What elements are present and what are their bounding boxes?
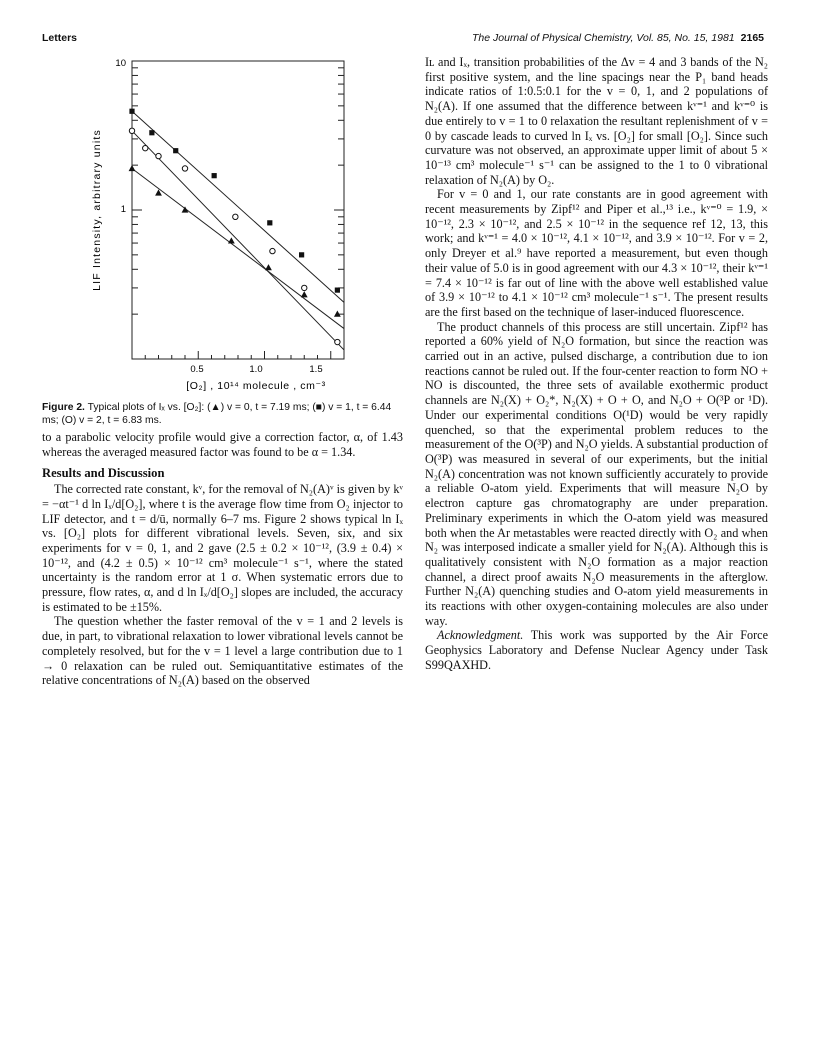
fit-lines <box>132 111 344 350</box>
fit-line-series-2 <box>132 131 344 350</box>
paragraph-rate-constants: The corrected rate constant, kᵛ, for the removal of N₂(A)ᵛ is given by kᵛ = −αt⁻¹ d ln Iₓ/d[O₂], where t is the average flow time from O₂ injector to LIF detector, and t = d/ū, normally 6–7 ms. Figure 2 shows typical ln Iₓ vs. [O₂] plots for different vibrational levels. Seven, six, and six experiments for v = 0, 1, and 2 gave (2.5 ± 0.2 × 10⁻¹², (3.9 ± 0.4) × 10⁻¹², and (4.2 ± 0.5) × 10⁻¹² cm³ molecule⁻¹ s⁻¹, where the stated uncertainty is the random error at 1 σ. When systematic errors due to pressure, flow rates, α, and d ln Iₓ/d[O₂] slopes are included, the accuracy is estimated to be ±15%. <box>42 482 403 614</box>
acknowledgment-label: Acknowledgment. <box>437 628 524 643</box>
figure-2-chart <box>42 52 403 402</box>
triangle-marker <box>265 264 272 270</box>
running-head-right <box>472 32 764 44</box>
circle-marker <box>156 153 161 158</box>
circle-marker <box>129 128 134 133</box>
fit-line-series-0 <box>132 168 344 328</box>
right-column <box>425 55 768 673</box>
fit-line-series-1 <box>132 111 344 302</box>
running-head-left: Letters <box>42 32 78 44</box>
figure-2 <box>42 52 403 422</box>
triangle-marker <box>301 291 308 297</box>
figure-caption-label: Figure 2. <box>42 402 85 413</box>
circle-marker <box>233 214 238 219</box>
left-column <box>42 430 403 688</box>
paragraph-continued-right: Iʟ and Iₓ, transition probabilities of the Δv = 4 and 3 bands of the N₂ first positive system, and the line spacings near the P₁ band heads indicate ratios of 1:0.5:0.1 for the v = 0, 1, and 2 populations of N₂(A). If one assumed that the difference between kᵛ⁼¹ and kᵛ⁼⁰ is due entirely to v = 1 to 0 relaxation the resultant replenishment of v = 0 by cascade leads to curved ln Iₓ vs. [O₂] for small [O₂]. Since such curvature was not observed, an approximate upper limit of about 5 × 10⁻¹³ cm³ molecule⁻¹ s⁻¹ can be assigned to the 1 to 0 vibrational relaxation of N₂(A) by O₂. <box>425 55 768 187</box>
plot-frame <box>132 61 344 359</box>
square-marker <box>212 173 217 178</box>
x-axis-label: [O₂] , 10¹⁴ molecule , cm⁻³ <box>186 380 326 392</box>
circle-marker <box>270 248 275 253</box>
journal-citation: The Journal of Physical Chemistry, Vol. 85, No. 15, 1981 <box>472 32 735 44</box>
page-number: 2165 <box>740 32 764 44</box>
square-marker <box>267 220 272 225</box>
circle-marker <box>182 166 187 171</box>
x-tick-label-0-5: 0.5 <box>190 364 204 375</box>
circle-marker <box>143 145 148 150</box>
triangle-marker <box>129 165 136 171</box>
square-marker <box>173 148 178 153</box>
circle-marker <box>335 339 340 344</box>
triangle-marker <box>228 237 235 243</box>
acknowledgment-text: This work was supported by the Air Force Geophysics Laboratory and Defense Nuclear Agency under Task S99QAXHD. <box>425 628 768 672</box>
figure-caption-text: Typical plots of Iₓ vs. [O₂]: (▲) v = 0, t = 7.19 ms; (■) v = 1, t = 6.44 ms; (O) v = 2, t = 6.83 ms. <box>42 402 392 426</box>
paragraph-relaxation: The question whether the faster removal of the v = 1 and 2 levels is due, in part, to vibrational relaxation to lower vibrational levels cannot be completely resolved, but for the v = 1 level a large contribution due to 1 → 0 relaxation can be ruled out. Semiquantitative estimates of the relative concentrations of N₂(A) based on the observed <box>42 614 403 688</box>
y-tick-label-10: 10 <box>115 58 126 69</box>
circle-marker <box>302 285 307 290</box>
data-markers <box>129 109 341 345</box>
triangle-marker <box>182 206 189 212</box>
y-minor-ticks <box>132 68 344 359</box>
section-heading-results: Results and Discussion <box>42 466 165 481</box>
square-marker <box>299 252 304 257</box>
square-marker <box>129 109 134 114</box>
y-axis-label: LIF Intensity, arbitrary units <box>91 129 103 291</box>
square-marker <box>149 130 154 135</box>
paragraph-comparison: For v = 0 and 1, our rate constants are in good agreement with recent measurements by Zipf¹² and Piper et al.,¹³ i.e., kᵛ⁼⁰ = 1.9, × 10⁻¹², 2.3 × 10⁻¹², and 2.5 × 10⁻¹² in the sequence ref 12, 13, this work; and kᵛ⁼¹ = 4.0 × 10⁻¹², 4.1 × 10⁻¹², and 3.9 × 10⁻¹². For v = 2, only Dreyer et al.⁹ have reported a measurement, but even though their value of 5.0 is in good agreement with our 4.3 × 10⁻¹², their kᵛ⁼¹ = 7.4 × 10⁻¹² is far out of line with the above well established value of 3.9 × 10⁻¹² to 4.1 × 10⁻¹² cm³ molecule⁻¹ s⁻¹. The present results are the first based on the technique of laser-induced fluorescence. <box>425 187 768 319</box>
x-tick-label-1-5: 1.5 <box>309 364 323 375</box>
acknowledgment <box>425 628 768 672</box>
x-ticks <box>145 351 331 359</box>
x-tick-label-1-0: 1.0 <box>249 364 263 375</box>
paragraph-products: The product channels of this process are still uncertain. Zipf¹² has reported a 60% yield of N₂O formation, but since the reaction was carried out in an active, pulsed discharge, a contribution due to ion reactions cannot be ruled out. If the four-center reaction to form NO + NO is discounted, the three sets of available exothermic product channels are N₂(X) + O₂*, N₂(X) + O + O, and N₂O + O(³P or ¹D). Under our experimental conditions O(¹D) would be very rapidly quenched, so that the experimental problem reduces to the measurement of the O(³P) and N₂O yields. A substantial production of O(³P) was measured in several of our experiments, but the initial N₂(A) concentration was not known sufficiently accurately to provide a reliable O-atom yield. Experiments that will measure N₂O by electron capture gas chromatography are under preparation. Preliminary experiments in which the O-atom yield was measured both when the Ar metastables were reacted directly with O₂ and when N₂ was interposed indicate a smaller yield for N₂(A). Although this is qualitatively consistent with N₂O formation as a major reaction channel, a direct proof awaits N₂O measurements in the afterglow. Further N₂(A) quenching studies and O-atom yield measurements in its reactions with other oxygen-containing molecules are also under way. <box>425 319 768 628</box>
y-tick-label-1: 1 <box>120 204 126 215</box>
square-marker <box>335 288 340 293</box>
figure-caption <box>42 402 403 427</box>
paragraph-continued-left: to a parabolic velocity profile would give a correction factor, α, of 1.43 whereas the averaged measured factor was found to be α = 1.34. <box>42 430 403 459</box>
